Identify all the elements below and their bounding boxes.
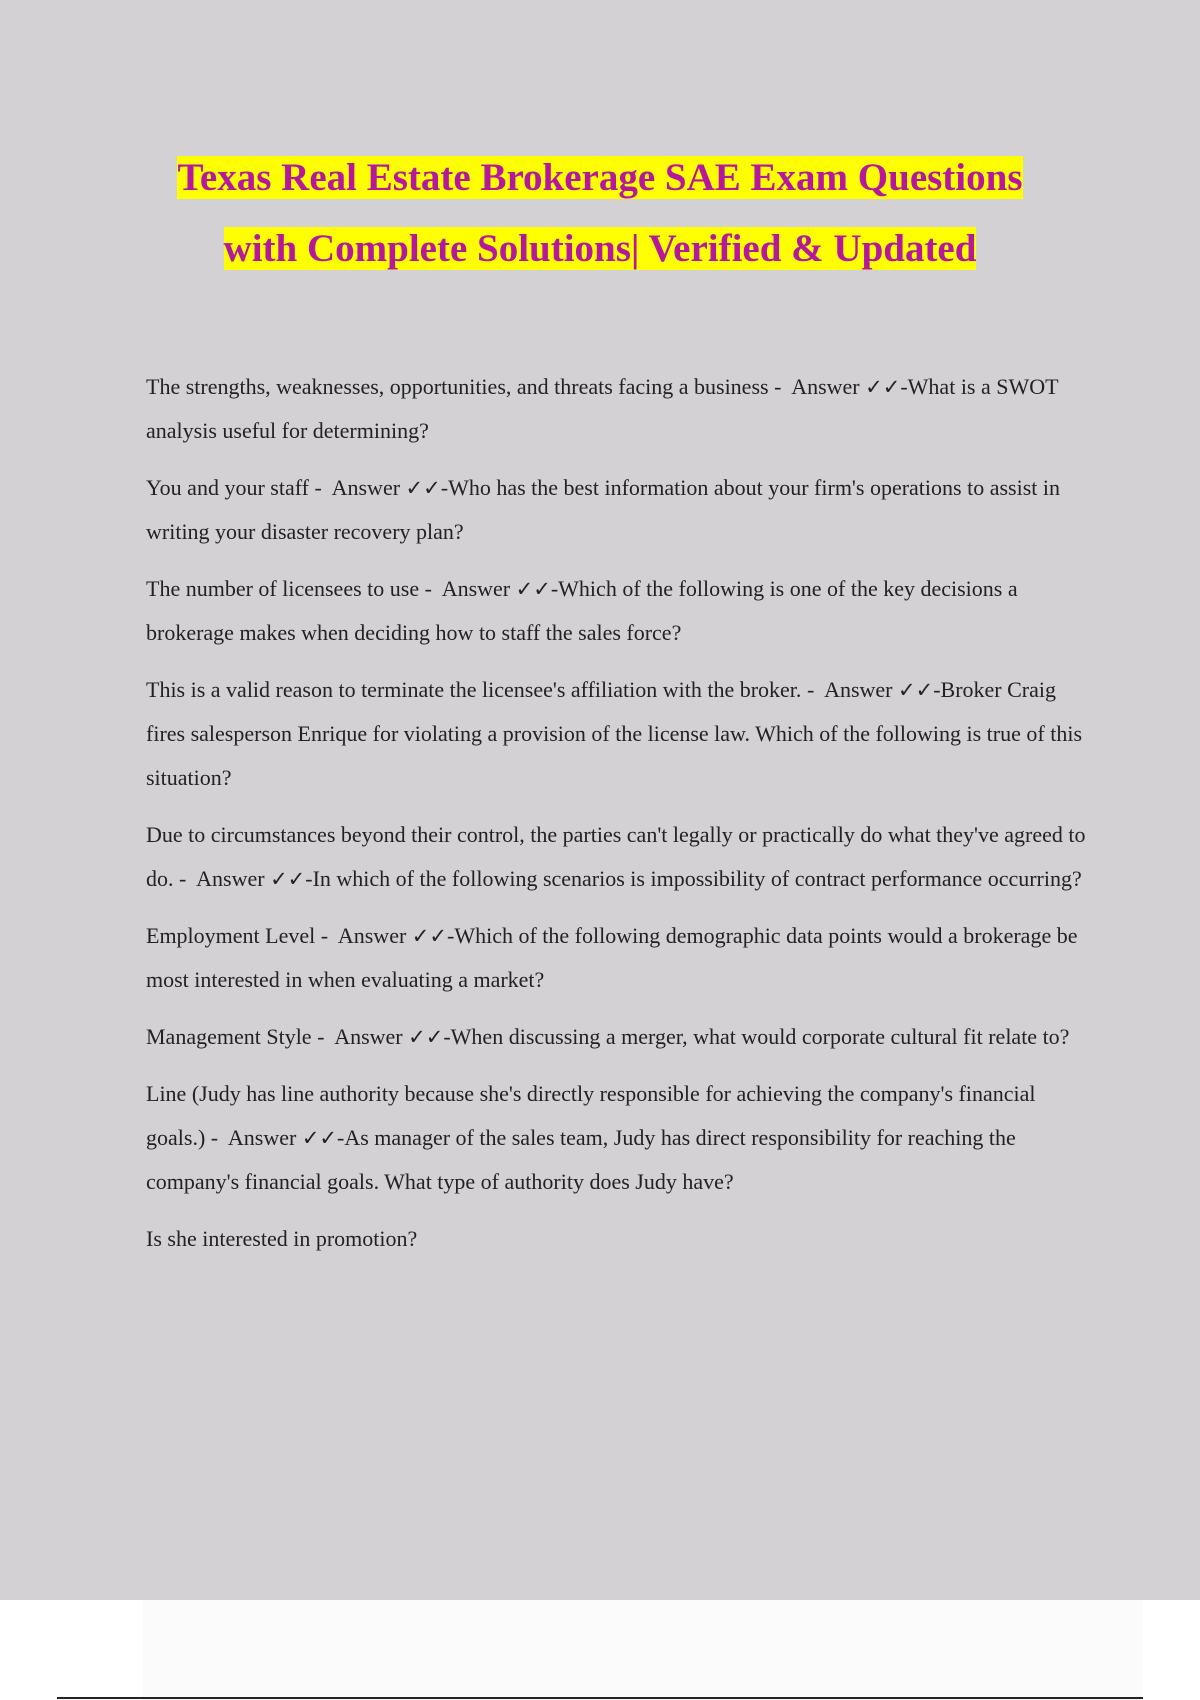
check-icon: ✓✓ bbox=[411, 924, 447, 948]
check-icon: ✓✓ bbox=[865, 375, 901, 399]
check-icon: ✓✓ bbox=[515, 577, 551, 601]
title-line-1: Texas Real Estate Brokerage SAE Exam Questions bbox=[177, 156, 1023, 199]
qa-question: Which of the following is one of the key decisions a brokerage makes when deciding how to staff the sales force? bbox=[146, 576, 1018, 645]
title-line-2: with Complete Solutions| Verified & Updated bbox=[223, 227, 977, 270]
answer-label: Answer bbox=[791, 374, 860, 399]
qa-answer: Employment Level bbox=[146, 923, 316, 948]
check-icon: ✓✓ bbox=[405, 476, 441, 500]
qa-answer: Due to circumstances beyond their control, the parties can't legally or practically do what they've agreed to do. bbox=[146, 822, 1086, 891]
qa-item: Due to circumstances beyond their control, the parties can't legally or practically do what they've agreed to do. - Answer ✓✓-In which of the following scenarios is impossibility of contract performance occurring? bbox=[146, 822, 1086, 891]
qa-answer: The number of licensees to use bbox=[146, 576, 420, 601]
footer-shade bbox=[143, 1600, 1143, 1700]
qa-item: Employment Level - Answer ✓✓-Which of the following demographic data points would a brokerage be most interested in when evaluating a market? bbox=[146, 923, 1078, 992]
qa-question: Who has the best information about your firm's operations to assist in writing your disaster recovery plan? bbox=[146, 475, 1060, 544]
qa-answer: Management Style bbox=[146, 1024, 312, 1049]
qa-question: Broker Craig fires salesperson Enrique for violating a provision of the license law. Which of the following is true of this situation? bbox=[146, 677, 1082, 790]
footer-divider bbox=[57, 1697, 1143, 1699]
qa-answer: Line (Judy has line authority because she's directly responsible for achieving the company's financial goals.) bbox=[146, 1081, 1036, 1150]
document-title bbox=[100, 142, 1100, 284]
qa-answer: You and your staff bbox=[146, 475, 309, 500]
qa-list bbox=[146, 365, 1096, 1274]
check-icon: ✓✓ bbox=[898, 678, 934, 702]
qa-item: Line (Judy has line authority because she's directly responsible for achieving the company's financial goals.) - Answer ✓✓-As manager of the sales team, Judy has direct responsibility for reaching the company's financial goals. What type of authority does Judy have? bbox=[146, 1081, 1036, 1194]
qa-answer: The strengths, weaknesses, opportunities, and threats facing a business bbox=[146, 374, 769, 399]
qa-item: This is a valid reason to terminate the licensee's affiliation with the broker. - Answer ✓✓-Broker Craig fires salesperson Enrique for violating a provision of the license law. Which of the following is true of this situation? bbox=[146, 677, 1082, 790]
page-footer bbox=[0, 1600, 1200, 1700]
check-icon: ✓✓ bbox=[270, 867, 306, 891]
qa-question: What is a SWOT analysis useful for determining? bbox=[146, 374, 1059, 443]
answer-label: Answer bbox=[337, 923, 407, 948]
qa-question: As manager of the sales team, Judy has direct responsibility for reaching the company's financial goals. What type of authority does Judy have? bbox=[146, 1125, 1016, 1194]
qa-item: You and your staff - Answer ✓✓-Who has the best information about your firm's operations to assist in writing your disaster recovery plan? bbox=[146, 475, 1060, 544]
check-icon: ✓✓ bbox=[408, 1025, 444, 1049]
trailing-text: Is she interested in promotion? bbox=[146, 1226, 418, 1251]
answer-label: Answer bbox=[334, 1024, 403, 1049]
qa-question: In which of the following scenarios is impossibility of contract performance occurring? bbox=[312, 866, 1082, 891]
qa-item: Management Style - Answer ✓✓-When discussing a merger, what would corporate cultural fit relate to? bbox=[146, 1024, 1070, 1049]
answer-label: Answer bbox=[227, 1125, 297, 1150]
check-icon: ✓✓ bbox=[301, 1126, 338, 1150]
qa-question: Which of the following demographic data points would a brokerage be most interested in when evaluating a market? bbox=[146, 923, 1078, 992]
qa-answer: This is a valid reason to terminate the licensee's affiliation with the broker. bbox=[146, 677, 802, 702]
answer-label: Answer bbox=[441, 576, 511, 601]
answer-label: Answer bbox=[824, 677, 893, 702]
qa-item: The number of licensees to use - Answer ✓✓-Which of the following is one of the key decisions a brokerage makes when deciding how to staff the sales force? bbox=[146, 576, 1018, 645]
qa-question: When discussing a merger, what would corporate cultural fit relate to? bbox=[450, 1024, 1070, 1049]
answer-label: Answer bbox=[331, 475, 401, 500]
answer-label: Answer bbox=[196, 866, 265, 891]
qa-item: The strengths, weaknesses, opportunities, and threats facing a business - Answer ✓✓-What is a SWOT analysis useful for determining? bbox=[146, 374, 1059, 443]
